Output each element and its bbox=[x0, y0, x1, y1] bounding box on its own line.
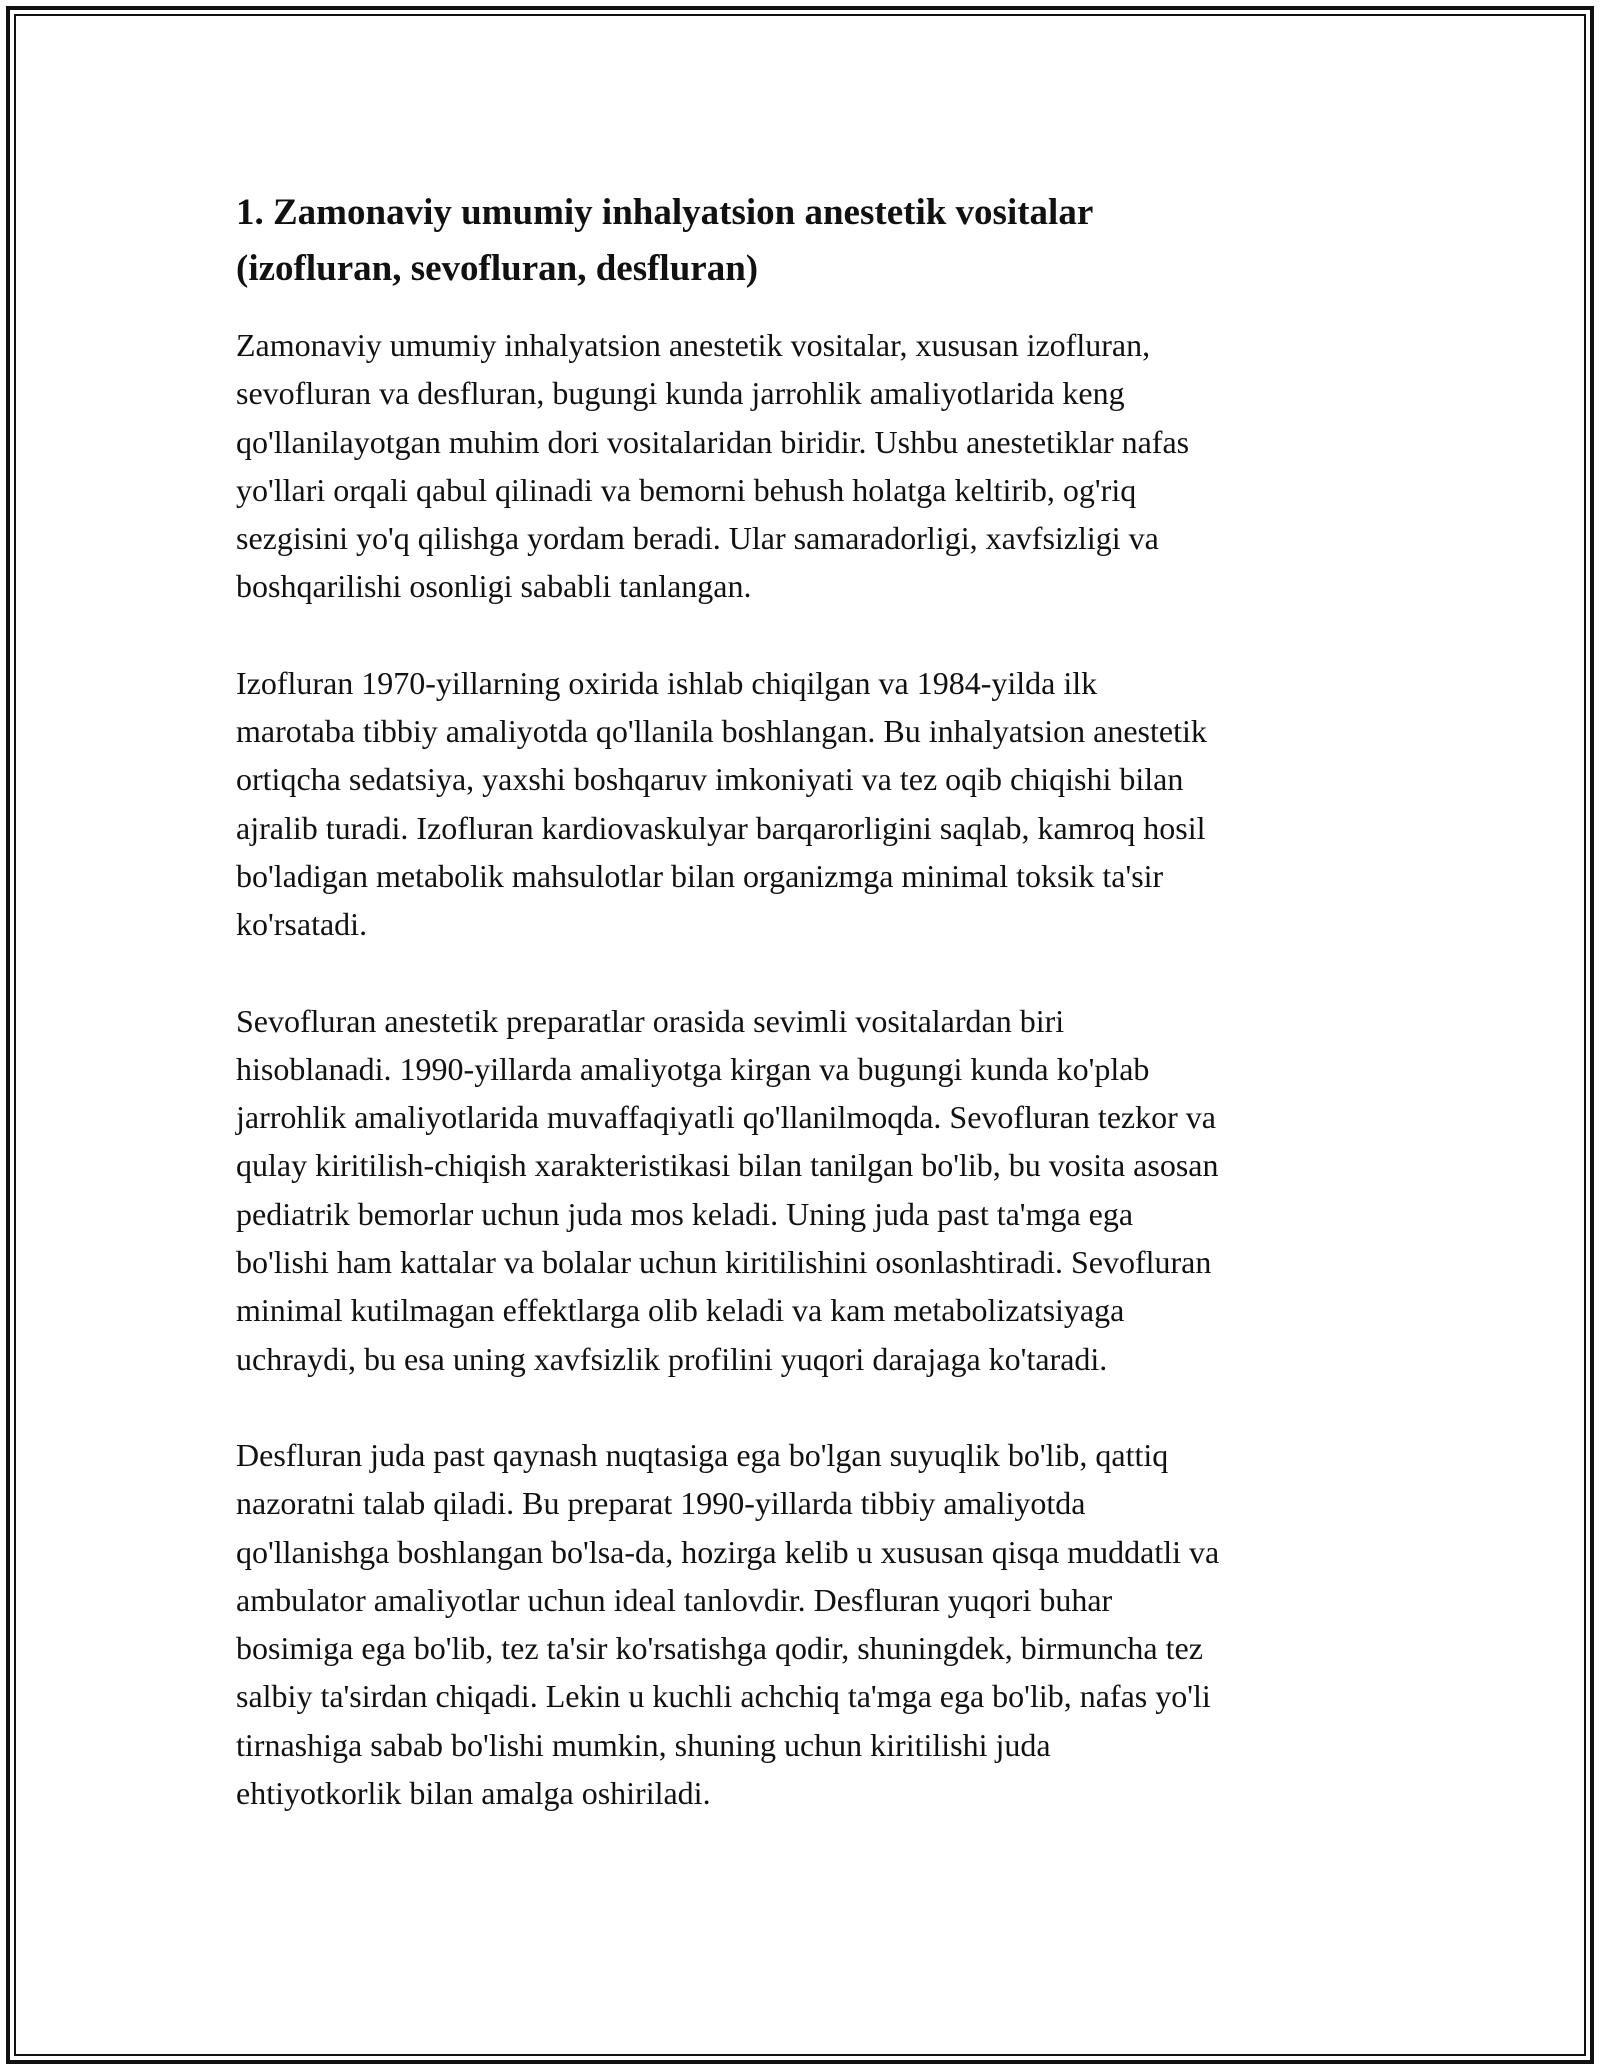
paragraph-line: ortiqcha sedatsiya, yaxshi boshqaruv imkoniyati va tez oqib chiqishi bilan bbox=[236, 761, 1184, 798]
paragraph-line: bo'lishi ham kattalar va bolalar uchun kiritilishini osonlashtiradi. Sevofluran bbox=[236, 1244, 1212, 1281]
paragraph-line: Izofluran 1970-yillarning oxirida ishlab chiqilgan va 1984-yilda ilk bbox=[236, 664, 1098, 701]
paragraph-line: sevofluran va desfluran, bugungi kunda jarrohlik amaliyotlarida keng bbox=[236, 375, 1125, 412]
paragraph-line: qo'llanilayotgan muhim dori vositalaridan biridir. Ushbu anestetiklar nafas bbox=[236, 423, 1190, 460]
paragraph-line: Zamonaviy umumiy inhalyatsion anestetik vositalar, xususan izofluran, bbox=[236, 327, 1151, 363]
title-line: (izofluran, sevofluran, desfluran) bbox=[236, 248, 759, 289]
paragraph-line: ko'rsatadi. bbox=[236, 906, 368, 943]
paragraph-line: jarrohlik amaliyotlarida muvaffaqiyatli qo'llanilmoqda. Sevofluran tezkor va bbox=[236, 1099, 1216, 1136]
paragraph-sevoflurane bbox=[236, 997, 1371, 1383]
paragraph-line: bo'ladigan metabolik mahsulotlar bilan organizmga minimal toksik ta'sir bbox=[236, 857, 1164, 894]
paragraph-line: salbiy ta'sirdan chiqadi. Lekin u kuchli achchiq ta'mga ega bo'lib, nafas yo'li bbox=[236, 1678, 1211, 1715]
paragraph-line: uchraydi, bu esa uning xavfsizlik profilini yuqori darajaga ko'taradi. bbox=[236, 1340, 1108, 1377]
paragraph-line: ambulator amaliyotlar uchun ideal tanlovdir. Desfluran yuqori buhar bbox=[236, 1581, 1113, 1618]
paragraph-line: sezgisini yo'q qilishga yordam beradi. Ular samaradorligi, xavfsizligi va bbox=[236, 520, 1159, 557]
paragraph-line: ajralib turadi. Izofluran kardiovaskulyar barqarorligini saqlab, kamroq hosil bbox=[236, 809, 1206, 846]
paragraph-line: boshqarilishi osonligi sababli tanlangan. bbox=[236, 568, 752, 605]
paragraph-isoflurane bbox=[236, 659, 1371, 949]
paragraph-line: qo'llanishga boshlangan bo'lsa-da, hozirga kelib u xususan qisqa muddatli va bbox=[236, 1533, 1220, 1570]
title-line: 1. Zamonaviy umumiy inhalyatsion anestetik vositalar bbox=[236, 192, 1094, 233]
paragraph-line: Sevofluran anestetik preparatlar orasida sevimli vositalardan biri bbox=[236, 1002, 1065, 1039]
paragraph-desflurane bbox=[236, 1431, 1371, 1817]
paragraph-line: qulay kiritilish-chiqish xarakteristikasi bilan tanilgan bo'lib, bu vosita asosan bbox=[236, 1147, 1219, 1184]
paragraph-line: tirnashiga sabab bo'lishi mumkin, shuning uchun kiritilishi juda bbox=[236, 1726, 1051, 1763]
paragraph-line: ehtiyotkorlik bilan amalga oshiriladi. bbox=[236, 1775, 711, 1812]
document-body bbox=[236, 185, 1371, 1865]
paragraph-intro bbox=[236, 321, 1371, 611]
paragraph-line: nazoratni talab qiladi. Bu preparat 1990-yillarda tibbiy amaliyotda bbox=[236, 1485, 1086, 1522]
paragraph-line: pediatrik bemorlar uchun juda mos keladi. Uning juda past ta'mga ega bbox=[236, 1195, 1134, 1232]
paragraph-line: hisoblanadi. 1990-yillarda amaliyotga kirgan va bugungi kunda ko'plab bbox=[236, 1050, 1150, 1087]
paragraph-line: minimal kutilmagan effektlarga olib keladi va kam metabolizatsiyaga bbox=[236, 1292, 1125, 1329]
paragraph-line: marotaba tibbiy amaliyotda qo'llanila boshlangan. Bu inhalyatsion anestetik bbox=[236, 713, 1207, 750]
paragraph-line: yo'llari orqali qabul qilinadi va bemorni behush holatga keltirib, og'riq bbox=[236, 471, 1137, 508]
paragraph-line: bosimiga ega bo'lib, tez ta'sir ko'rsatishga qodir, shuningdek, birmuncha tez bbox=[236, 1630, 1203, 1667]
document-title bbox=[236, 185, 1371, 297]
paragraph-line: Desfluran juda past qaynash nuqtasiga ega bo'lgan suyuqlik bo'lib, qattiq bbox=[236, 1436, 1169, 1473]
